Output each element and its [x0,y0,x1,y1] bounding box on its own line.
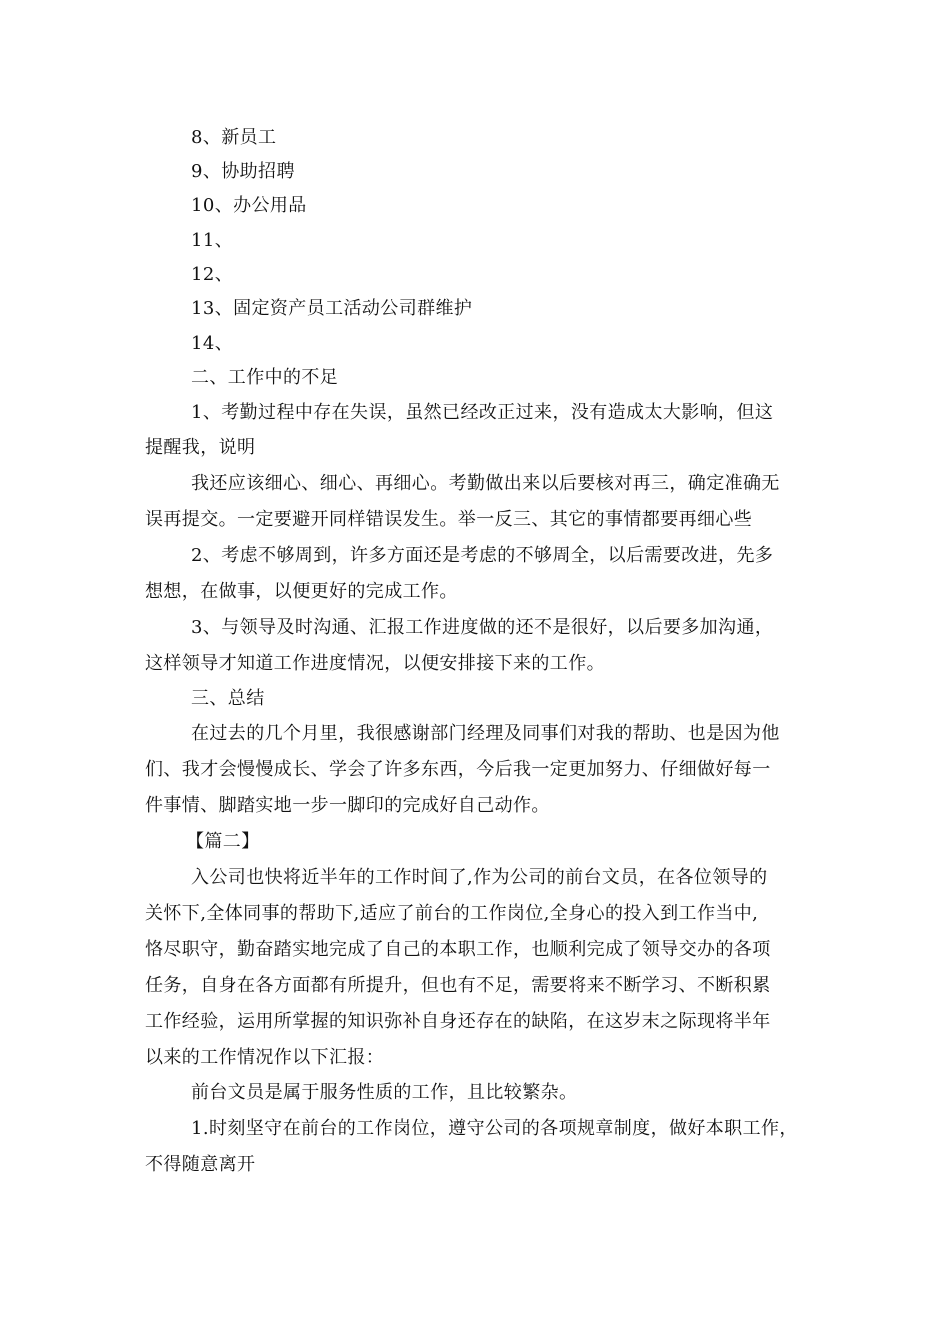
paragraph-line: 以来的工作情况作以下汇报： [145,1047,385,1068]
paragraph-line: 误再提交。一定要避开同样错误发生。举一反三、其它的事情都要再细心些 [145,509,753,530]
paragraph-line: 提醒我，说明 [145,437,256,458]
section-heading-shortcomings: 二、工作中的不足 [191,367,339,388]
paragraph-line: 2、考虑不够周到，许多方面还是考虑的不够周全，以后需要改进，先多 [191,545,774,566]
paragraph-line: 入公司也快将近半年的工作时间了,作为公司的前台文员，在各位领导的 [191,867,768,888]
paragraph-line: 1.时刻坚守在前台的工作岗位，遵守公司的各项规章制度，做好本职工作， [191,1118,798,1139]
list-item-9: 9、协助招聘 [191,161,295,182]
list-item-13: 13、固定资产员工活动公司群维护 [191,298,473,319]
paragraph-line: 工作经验，运用所掌握的知识弥补自身还存在的缺陷，在这岁末之际现将半年 [145,1011,771,1032]
list-item-10: 10、办公用品 [191,195,307,216]
paragraph-line: 前台文员是属于服务性质的工作，且比较繁杂。 [191,1082,578,1103]
paragraph-line: 关怀下,全体同事的帮助下,适应了前台的工作岗位,全身心的投入到工作当中, [145,903,759,924]
list-item-14: 14、 [191,333,234,354]
paragraph-line: 在过去的几个月里，我很感谢部门经理及同事们对我的帮助、也是因为他 [191,723,780,744]
paragraph-line: 恪尽职守，勤奋踏实地完成了自己的本职工作，也顺利完成了领导交办的各项 [145,939,771,960]
paragraph-line: 1、考勤过程中存在失误，虽然已经改正过来，没有造成太大影响，但这 [191,402,774,423]
paragraph-line: 想想，在做事，以便更好的完成工作。 [145,581,458,602]
list-item-8: 8、新员工 [191,127,277,148]
paragraph-line: 件事情、脚踏实地一步一脚印的完成好自己动作。 [145,795,550,816]
paragraph-line: 不得随意离开 [145,1154,256,1175]
paragraph-line: 3、与领导及时沟通、汇报工作进度做的还不是很好，以后要多加沟通， [191,617,774,638]
paragraph-line: 我还应该细心、细心、再细心。考勤做出来以后要核对再三，确定准确无 [191,473,780,494]
part-two-heading: 【篇二】 [186,831,260,852]
section-heading-summary: 三、总结 [191,688,265,709]
paragraph-line: 任务，自身在各方面都有所提升，但也有不足，需要将来不断学习、不断积累 [145,975,771,996]
list-item-11: 11、 [191,230,234,251]
list-item-12: 12、 [191,264,234,285]
paragraph-line: 们、我才会慢慢成长、学会了许多东西，今后我一定更加努力、仔细做好每一 [145,759,771,780]
paragraph-line: 这样领导才知道工作进度情况，以便安排接下来的工作。 [145,653,605,674]
